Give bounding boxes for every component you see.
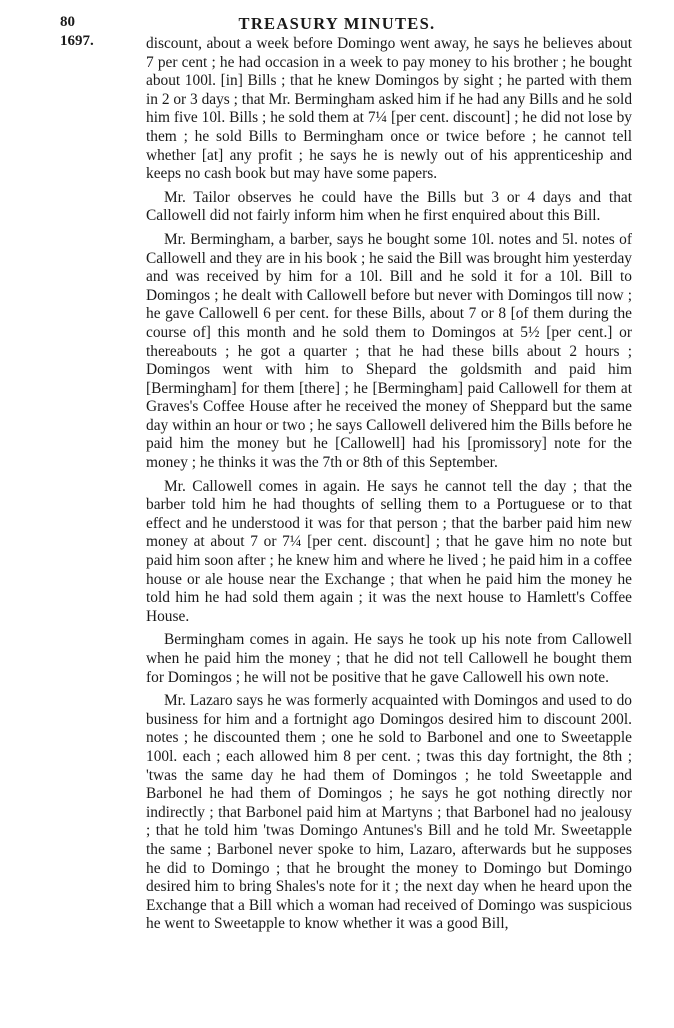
paragraph: Mr. Callowell comes in again. He says he cannot tell the day ; that the barber told him he had thoughts of selling them to a Portuguese or to that effect and he understood it was for that person ; that the barber paid him new money at about 7 or 7¼ [per cent. discount] ; that he gave him no note but paid him soon after ; he knew him and where he lived ; he paid him in a coffee house or ale house near the Exchange ; that when he paid him the money he told him he had sold them again ; it was the next house to Hamlett's Coffee House. [146, 477, 632, 625]
paragraph: Bermingham comes in again. He says he took up his note from Callowell when he paid him the money ; that he did not tell Callowell he bought them for Domingos ; he will not be positive that he gave Callowell his own note. [146, 631, 632, 686]
paragraph: Mr. Lazaro says he was formerly acquainted with Domingos and used to do business for him and a fortnight ago Domingos desired him to discount 200l. notes ; he discounted them ; one he sold to Barbonel and one to Sweetapple 100l. each ; each allowed him 8 per cent. ; twas this day fortnight, the 8th ; 'twas the same day he had them of Domingos ; he told Sweetapple and Barbonel he had them of Domingos ; he says he got nothing directly nor indirectly ; that Barbonel paid him at Martyns ; that Barbonel had no jealousy ; that he told him 'twas Domingo Antunes's Bill and he told Mr. Sweetapple the same ; Barbonel never spoke to him, Lazaro, afterwards but he supposes he did to Domingo ; that he brought the money to Domingo but Domingo desired him to bring Shales's note for it ; the next day when he heard upon the Exchange that a Bill which a woman had received of Domingo was suspicious he went to Sweetapple to know whether it was a good Bill, [146, 692, 632, 933]
paragraph: Mr. Bermingham, a barber, says he bought some 10l. notes and 5l. notes of Callowell and they are in his book ; he said the Bill was brought him yesterday and was received by him for a 10l. Bill and he sold it for a 10l. Bill to Domingos ; he dealt with Callowell before but never with Domingos till now ; he gave Callowell 6 per cent. for these Bills, about 7 or 8 [of them during the course of] this month and he sold them to Domingos at 5½ [per cent.] or thereabouts ; he got a quarter ; that he had these bills about 2 hours ; Domingos went with him to Shepard the goldsmith and paid him [Bermingham] for them [there] ; he [Bermingham] paid Callowell for them at Graves's Coffee House after he received the money of Sheppard but the same day within an hour or two ; he says Callowell delivered him the Bills before he paid him the money but he [Callowell] had his [promissory] note for the money ; he thinks it was the 7th or 8th of this September. [146, 230, 632, 472]
paragraph: Mr. Tailor observes he could have the Bills but 3 or 4 days and that Callowell did not fairly inform him when he first enquired about this Bill. [146, 188, 632, 225]
page-number: 80 [60, 14, 75, 30]
text-column [146, 35, 632, 939]
paragraph: discount, about a week before Domingo went away, he says he believes about 7 per cent ; he had occasion in a week to pay money to his brother ; he bought about 100l. [in] Bills ; that he knew Domingos by sight ; he parted with them in 2 or 3 days ; that Mr. Bermingham asked him if he had any Bills and he sold him five 10l. Bills ; he sold them at 7¼ [per cent. discount] ; he did not lose by them ; he sold Bills to Bermingham once or twice before ; he cannot tell whether [at] any profit ; he says he is newly out of his apprenticeship and keeps no cash book but may have some papers. [146, 35, 633, 183]
year-margin: 1697. [60, 33, 94, 49]
running-title: TREASURY MINUTES. [238, 14, 436, 33]
